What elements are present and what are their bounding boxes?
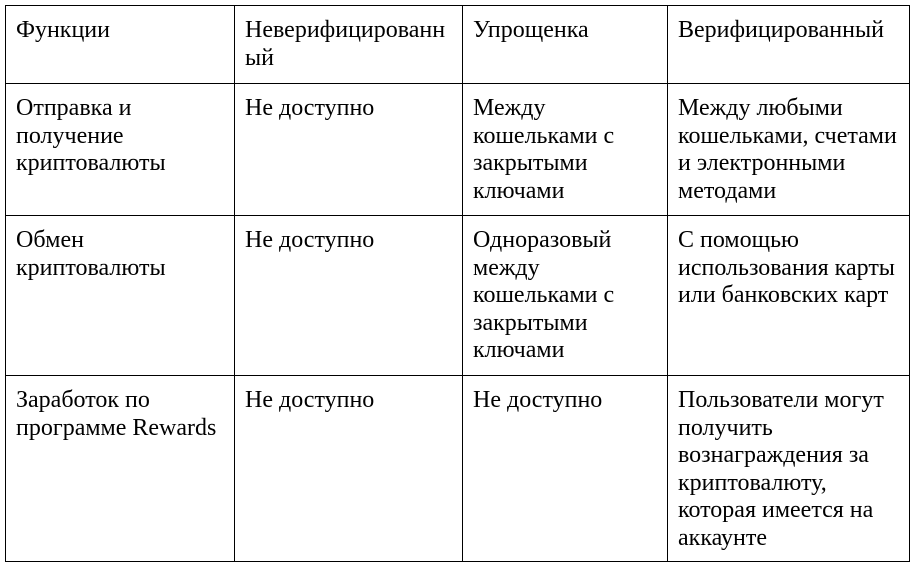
cell-verified: Пользователи могут получить вознаграждения за криптовалюту, которая имеется на аккаунте <box>668 376 910 562</box>
header-simplified: Упрощенка <box>463 6 668 84</box>
header-unverified: Неверифицированный <box>235 6 463 84</box>
header-verified: Верифицированный <box>668 6 910 84</box>
cell-feature-name: Отправка и получение криптовалюты <box>6 84 235 216</box>
cell-feature-name: Обмен криптовалюты <box>6 216 235 376</box>
cell-simplified: Одноразовый между кошельками с закрытыми ключами <box>463 216 668 376</box>
header-functions: Функции <box>6 6 235 84</box>
cell-unverified: Не доступно <box>235 84 463 216</box>
cell-simplified: Не доступно <box>463 376 668 562</box>
cell-unverified: Не доступно <box>235 376 463 562</box>
comparison-table <box>5 5 910 562</box>
cell-simplified: Между кошельками с закрытыми ключами <box>463 84 668 216</box>
cell-verified: Между любыми кошельками, счетами и электронными методами <box>668 84 910 216</box>
cell-feature-name: Заработок по программе Rewards <box>6 376 235 562</box>
cell-unverified: Не доступно <box>235 216 463 376</box>
cell-verified: С помощью использования карты или банковских карт <box>668 216 910 376</box>
